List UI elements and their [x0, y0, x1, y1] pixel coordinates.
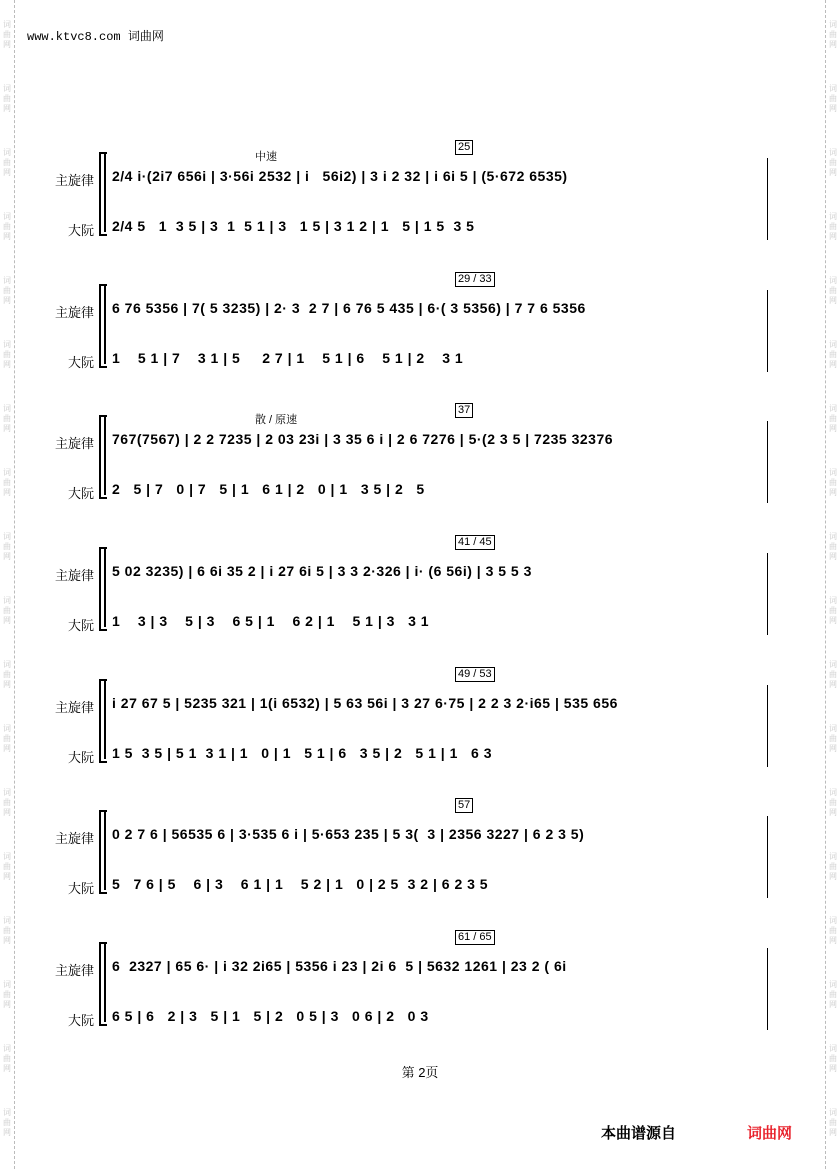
watermark-text: 词 曲 网: [829, 852, 837, 881]
page-number: 第 2页: [401, 1065, 439, 1080]
ruan-part-label: 大阮: [67, 223, 94, 238]
melody-part-label: 主旋律: [54, 305, 94, 320]
score-system: [0, 141, 840, 260]
final-barline: [767, 553, 768, 635]
watermark-text: 词 曲 网: [829, 532, 837, 561]
watermark-text: 词 曲 网: [3, 852, 11, 881]
watermark-text: 词 曲 网: [3, 980, 11, 1009]
measure-number: 37: [455, 403, 473, 418]
watermark-text: 词 曲 网: [3, 724, 11, 753]
watermark-text: 词 曲 网: [3, 340, 11, 369]
score-system: [0, 931, 840, 1050]
melody-notation: 767(7567) | 2 2 7235 | 2 03 23i | 3 35 6 i | 2 6 7276 | 5·(2 3 5 | 7235 32376: [112, 431, 614, 447]
melody-notation: 0 2 7 6 | 56535 6 | 3·535 6 i | 5·653 235 | 5 3( 3 | 2356 3227 | 6 2 3 5): [112, 826, 585, 842]
watermark-text: 词 曲 网: [3, 84, 11, 113]
system-barline: [104, 942, 106, 1022]
watermark-text: 词 曲 网: [3, 148, 11, 177]
site-header: www.ktvc8.com 词曲网: [27, 30, 164, 44]
melody-part-label: 主旋律: [54, 568, 94, 583]
watermark-text: 词 曲 网: [829, 468, 837, 497]
watermark-text: 词 曲 网: [829, 1108, 837, 1137]
watermark-text: 词 曲 网: [829, 20, 837, 49]
ruan-part-label: 大阮: [67, 486, 94, 501]
watermark-text: 词 曲 网: [829, 404, 837, 433]
watermark-text: 词 曲 网: [829, 1044, 837, 1073]
watermark-text: 词 曲 网: [829, 340, 837, 369]
ruan-notation: 1 5 1 | 7 3 1 | 5 2 7 | 1 5 1 | 6 5 1 | 2 3 1: [112, 350, 464, 366]
final-barline: [767, 816, 768, 898]
watermark-text: 词 曲 网: [829, 788, 837, 817]
melody-part-label: 主旋律: [54, 700, 94, 715]
ruan-part-label: 大阮: [67, 355, 94, 370]
watermark-text: 词 曲 网: [3, 20, 11, 49]
source-label: 本曲谱源自: [601, 1125, 677, 1142]
ruan-part-label: 大阮: [67, 881, 94, 896]
source-site-link[interactable]: 词曲网: [747, 1125, 793, 1142]
watermark-text: 词 曲 网: [3, 596, 11, 625]
watermark-text: 词 曲 网: [3, 916, 11, 945]
ruan-notation: 2 5 | 7 0 | 7 5 | 1 6 1 | 2 0 | 1 3 5 | 2 5: [112, 481, 425, 497]
melody-notation: 6 2327 | 65 6· | i 32 2i65 | 5356 i 23 | 2i 6 5 | 5632 1261 | 23 2 ( 6i: [112, 958, 567, 974]
measure-number: 29 / 33: [455, 272, 495, 287]
ruan-notation: 6 5 | 6 2 | 3 5 | 1 5 | 2 0 5 | 3 0 6 | 2 0 3: [112, 1008, 429, 1024]
ruan-notation: 5 7 6 | 5 6 | 3 6 1 | 1 5 2 | 1 0 | 2 5 3 2 | 6 2 3 5: [112, 876, 489, 892]
tempo-marking: 中速: [255, 151, 277, 163]
watermark-text: 词 曲 网: [829, 660, 837, 689]
score-system: [0, 273, 840, 392]
ruan-part-label: 大阮: [67, 618, 94, 633]
score-system: [0, 536, 840, 655]
watermark-text: 词 曲 网: [829, 84, 837, 113]
measure-number: 41 / 45: [455, 535, 495, 550]
final-barline: [767, 290, 768, 372]
watermark-text: 词 曲 网: [829, 980, 837, 1009]
melody-notation: i 27 67 5 | 5235 321 | 1(i 6532) | 5 63 56i | 3 27 6·75 | 2 2 3 2·i65 | 535 656: [112, 695, 618, 711]
melody-part-label: 主旋律: [54, 831, 94, 846]
system-barline: [104, 284, 106, 364]
system-barline: [104, 679, 106, 759]
melody-notation: 6 76 5356 | 7( 5 3235) | 2· 3 2 7 | 6 76 5 435 | 6·( 3 5356) | 7 7 6 5356: [112, 300, 586, 316]
watermark-text: 词 曲 网: [829, 276, 837, 305]
final-barline: [767, 421, 768, 503]
system-barline: [104, 547, 106, 627]
watermark-text: 词 曲 网: [3, 468, 11, 497]
ruan-notation: 2/4 5 1 3 5 | 3 1 5 1 | 3 1 5 | 3 1 2 | 1 5 | 1 5 3 5: [112, 218, 475, 234]
watermark-text: 词 曲 网: [829, 724, 837, 753]
watermark-text: 词 曲 网: [3, 404, 11, 433]
final-barline: [767, 948, 768, 1030]
score-system: [0, 404, 840, 523]
watermark-text: 词 曲 网: [829, 916, 837, 945]
melody-notation: 5 02 3235) | 6 6i 35 2 | i 27 6i 5 | 3 3 2·326 | i· (6 56i) | 3 5 5 3: [112, 563, 532, 579]
measure-number: 57: [455, 798, 473, 813]
melody-part-label: 主旋律: [54, 436, 94, 451]
final-barline: [767, 158, 768, 240]
ruan-notation: 1 5 3 5 | 5 1 3 1 | 1 0 | 1 5 1 | 6 3 5 | 2 5 1 | 1 6 3: [112, 745, 492, 761]
melody-part-label: 主旋律: [54, 173, 94, 188]
ruan-part-label: 大阮: [67, 1013, 94, 1028]
watermark-text: 词 曲 网: [3, 660, 11, 689]
watermark-text: 词 曲 网: [3, 212, 11, 241]
melody-notation: 2/4 i·(2i7 656i | 3·56i 2532 | i 56i2) | 3 i 2 32 | i 6i 5 | (5·672 6535): [112, 168, 568, 184]
ruan-part-label: 大阮: [67, 750, 94, 765]
tempo-marking: 散 / 原速: [255, 414, 298, 426]
system-barline: [104, 415, 106, 495]
watermark-text: 词 曲 网: [3, 1108, 11, 1137]
ruan-notation: 1 3 | 3 5 | 3 6 5 | 1 6 2 | 1 5 1 | 3 3 1: [112, 613, 430, 629]
watermark-text: 词 曲 网: [3, 788, 11, 817]
watermark-text: 词 曲 网: [829, 596, 837, 625]
watermark-text: 词 曲 网: [829, 148, 837, 177]
watermark-text: 词 曲 网: [3, 1044, 11, 1073]
watermark-text: 词 曲 网: [829, 212, 837, 241]
measure-number: 25: [455, 140, 473, 155]
watermark-text: 词 曲 网: [3, 532, 11, 561]
final-barline: [767, 685, 768, 767]
melody-part-label: 主旋律: [54, 963, 94, 978]
measure-number: 61 / 65: [455, 930, 495, 945]
watermark-text: 词 曲 网: [3, 276, 11, 305]
system-barline: [104, 810, 106, 890]
system-barline: [104, 152, 106, 232]
measure-number: 49 / 53: [455, 667, 495, 682]
